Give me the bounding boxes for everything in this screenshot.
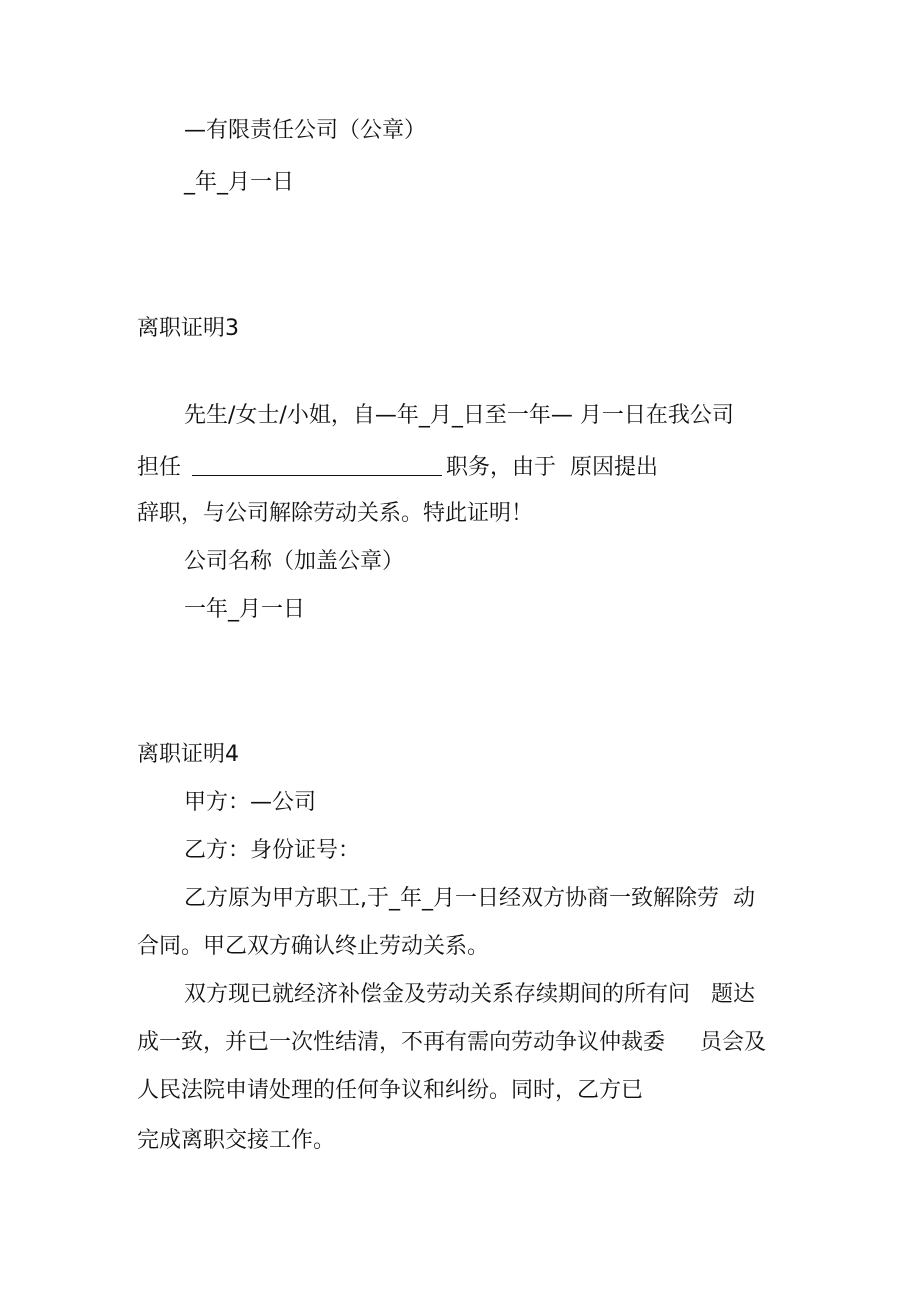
paragraph-line: 先生/女士/小姐，自—年_月_日至一年— 月一日在我公司 (184, 403, 734, 428)
party-a-line: 甲方：—公司 (184, 790, 317, 815)
paragraph-line: 双方现已就经济补偿金及劳动关系存续期间的所有问 题达 (184, 982, 755, 1007)
paragraph-line (137, 455, 658, 479)
paragraph-line: 辞职，与公司解除劳动关系。特此证明！ (137, 501, 534, 526)
position-blank (192, 455, 442, 476)
date-line: 一年_月一日 (184, 597, 306, 622)
date-line: _年_月一日 (184, 170, 295, 195)
paragraph-line: 人民法院申请处理的任何争议和纠纷。同时，乙方已 (137, 1078, 644, 1103)
paragraph-line: 完成离职交接工作。 (137, 1128, 336, 1153)
company-seal-line: —有限责任公司（公章） (184, 118, 427, 143)
section-heading: 离职证明4 (137, 742, 239, 767)
company-name-line: 公司名称（加盖公章） (184, 549, 405, 574)
position-label: 担任 (137, 455, 182, 480)
reason-text: 职务，由于 原因提出 (446, 455, 659, 480)
section-heading: 离职证明3 (137, 316, 239, 341)
paragraph-line: 乙方原为甲方职工,于_年_月一日经双方协商一致解除劳 动 (184, 886, 755, 911)
party-b-line: 乙方：身份证号： (184, 838, 361, 863)
paragraph-line: 成一致，并已一次性结清，不再有需向劳动争议仲裁委 员会及 (137, 1030, 766, 1055)
paragraph-line: 合同。甲乙双方确认终止劳动关系。 (137, 934, 490, 959)
